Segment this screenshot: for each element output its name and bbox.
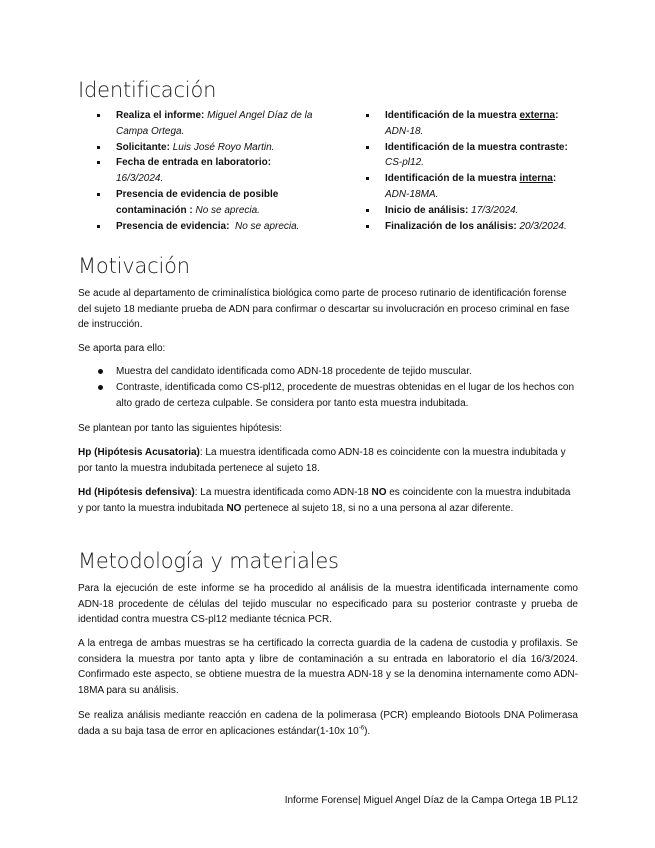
list-item: [116, 219, 316, 235]
item-value: Miguel Angel Díaz de la Campa Ortega.: [116, 110, 313, 137]
list-item: [385, 203, 585, 219]
item-sep: :: [555, 110, 559, 121]
item-label: Presencia de evidencia: [116, 220, 227, 232]
item-sep: :: [552, 173, 557, 185]
heading-motivacion: Motivación: [78, 254, 190, 278]
metodologia-p1: Para la ejecución de este informe se ha procedido al análisis de la muestra identificada internamente como ADN-18 procedente de células del tejido muscular no especificado para su posterior contraste y prueba de identidad contra muestra CS-pl12 mediante técnica PCR.: [78, 583, 578, 626]
hd-text-3: pertenece al sujeto 18, si no a una persona al azar diferente.: [241, 502, 514, 514]
item-sep: :: [186, 204, 193, 216]
p3-text: Se realiza análisis mediante reacción en cadena de la polimerasa (PCR) empleando Biotools DNA Polimerasa dada a su baja tasa de error en aplicaciones estándar(1-10x 10: [78, 710, 578, 737]
motivacion-intro: Se acude al departamento de criminalística biológica como parte de proceso rutinario de identificación forense del sujeto 18 mediante prueba de ADN para confirmar o descartar su involucración en proceso criminal en fase de instrucción.: [78, 288, 570, 331]
list-item: Contraste, identificada como CS-pl12, procedente de muestras obtenidas en el lugar de los hechos con alto grado de certeza culpable. Se considera por tanto esta muestra indubitada.: [116, 380, 578, 412]
motivacion-plantean: Se plantean por tanto las siguientes hipótesis:: [78, 423, 283, 434]
list-item: [116, 155, 316, 187]
identification-left-list: [116, 108, 316, 234]
item-label: Presencia de evidencia de posible contaminación: [116, 188, 279, 216]
item-value: CS-pl12.: [385, 157, 424, 169]
item-value: Luis José Royo Martin.: [172, 141, 275, 153]
item-sep: :: [465, 204, 469, 216]
hp-label: Hp (Hipótesis Acusatoria): [78, 447, 200, 458]
list-item: [385, 219, 585, 235]
item-sep: :: [564, 141, 568, 153]
p3-exponent: -6: [358, 725, 365, 732]
metodologia-p2: A la entrega de ambas muestras se ha certificado la correcta guardia de la cadena de custodia y profilaxis. Se considera la muestra por tanto apta y libre de contaminación a su entrada en laboratorio el día 16/3/2024. Confirmado este aspecto, se obtiene muestra de la muestra ADN-18 y se la denomina internamente como ADN-18MA para su análisis.: [78, 638, 578, 697]
item-label: Inicio de análisis: [385, 204, 466, 216]
item-value: 20/3/2024.: [519, 220, 567, 232]
item-label: Identificación de la muestra: [385, 110, 520, 121]
list-item: Muestra del candidato identificada como ADN-18 procedente de tejido muscular.: [116, 364, 578, 380]
motivacion-aporta: Se aporta para ello:: [78, 343, 166, 354]
sample-list: [116, 364, 578, 412]
list-item: [116, 187, 316, 219]
hypothesis-hd: [78, 485, 578, 516]
item-value: 17/3/2024.: [471, 204, 519, 216]
hd-text-2: es coincidente con la muestra indubitada y por tanto la muestra indubitada: [78, 487, 571, 514]
hd-text-1: : La muestra identificada como ADN-18: [194, 487, 372, 498]
item-value: No se aprecia.: [195, 204, 260, 216]
identification-right-list: [385, 108, 585, 234]
item-sep: :: [226, 220, 230, 232]
list-item: [385, 171, 585, 203]
item-label: Finalización de los análisis: [385, 220, 514, 232]
metodologia-p3: [78, 708, 578, 739]
item-label-underlined: externa: [519, 110, 556, 121]
hd-label: Hd (Hipótesis defensiva): [78, 487, 195, 498]
item-value: No se aprecia.: [234, 220, 300, 232]
hypothesis-hp: [78, 445, 578, 476]
item-value: 16/3/2024.: [116, 173, 164, 185]
item-sep: :: [267, 157, 272, 169]
item-label: Solicitante: [116, 141, 167, 153]
item-sep: :: [513, 220, 517, 232]
item-label: Identificación de la muestra: [385, 173, 520, 185]
heading-identificacion: Identificación: [78, 78, 217, 102]
item-value: ADN-18.: [385, 125, 424, 137]
list-item: [116, 108, 316, 140]
page-footer: Informe Forense| Miguel Angel Díaz de la Campa Ortega 1B PL12: [284, 795, 578, 806]
item-label: Identificación de la muestra contraste: [385, 141, 565, 153]
item-label-underlined: interna: [519, 173, 553, 185]
list-item: [385, 108, 585, 140]
list-item: [116, 140, 316, 156]
hd-no-1: NO: [371, 487, 387, 498]
item-value: ADN-18MA.: [385, 188, 439, 200]
hd-no-2: NO: [226, 502, 242, 514]
list-item: [385, 140, 585, 172]
item-sep: :: [166, 141, 170, 153]
item-sep: :: [201, 110, 205, 121]
p3-end: ).: [364, 725, 371, 737]
item-label: Fecha de entrada en laboratorio: [116, 157, 268, 169]
heading-metodologia: Metodología y materiales: [78, 549, 339, 573]
hp-text: : La muestra identificada como ADN-18 es coincidente con la muestra indubitada y por tanto la muestra indubitada pertenece al sujeto 18.: [78, 447, 566, 474]
item-label: Realiza el informe: [116, 110, 202, 121]
